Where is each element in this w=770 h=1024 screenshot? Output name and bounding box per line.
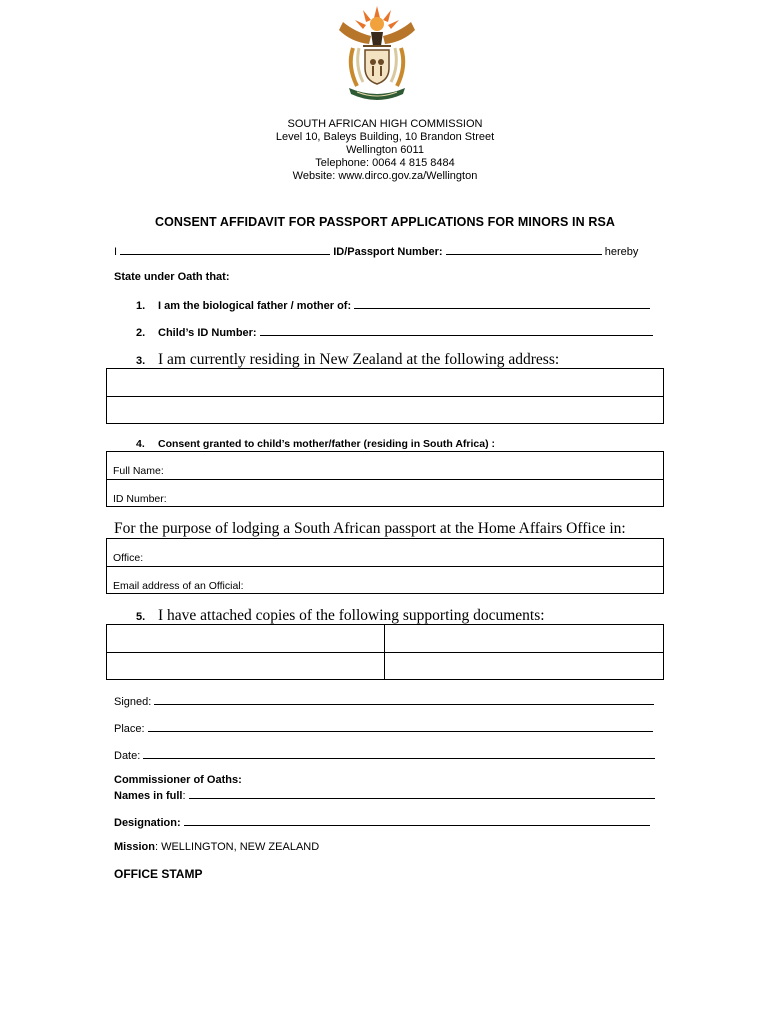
org-name: SOUTH AFRICAN HIGH COMMISSION [287,118,483,130]
signed-label: Signed: [114,696,152,708]
mission-row [114,841,319,853]
id-number-label: ID Number: [113,493,167,505]
item-3-number: 3. [136,355,146,367]
address-line-1-field[interactable] [107,369,663,395]
place-row [114,721,653,735]
form-title: CONSENT AFFIDAVIT FOR PASSPORT APPLICATIONS FOR MINORS IN RSA [154,215,616,229]
website: Website: www.dirco.gov.za/Wellington [292,170,478,182]
office-field[interactable] [150,539,662,565]
item-1-number: 1. [136,300,146,312]
office-label: Office: [113,552,144,564]
date-blank[interactable] [143,748,655,759]
item-5-label: I have attached copies of the following supporting documents: [158,607,545,624]
intro-i: I [114,246,118,258]
address-line-1: Level 10, Baleys Building, 10 Brandon Street [275,131,495,143]
place-blank[interactable] [148,721,653,732]
coat-of-arms-emblem [333,2,421,108]
document-field-2[interactable] [386,625,662,651]
signed-blank[interactable] [154,694,654,705]
purpose-text: For the purpose of lodging a South African passport at the Home Affairs Office in: [114,520,626,537]
item-1 [136,298,650,312]
date-row [114,748,655,762]
item-4 [136,438,495,450]
item-2-number: 2. [136,327,146,339]
item-3-label: I am currently residing in New Zealand at the following address: [158,351,560,368]
mission-label: Mission [114,841,155,853]
office-stamp-label: OFFICE STAMP [114,867,203,881]
item-1-label: I am the biological father / mother of: [158,300,352,312]
names-colon: : [182,790,186,802]
intro-line [114,244,638,258]
state-under-oath: State under Oath that: [114,271,230,283]
item-2 [136,325,653,339]
full-name-label: Full Name: [113,465,164,477]
child-name-blank[interactable] [354,298,650,309]
commissioner-label: Commissioner of Oaths: [114,774,242,786]
child-id-blank[interactable] [260,325,653,336]
item-4-label: Consent granted to child’s mother/father (residing in South Africa) : [158,438,495,450]
item-3 [136,351,559,369]
email-label: Email address of an Official: [113,580,244,592]
id-number-field[interactable] [172,480,662,506]
item-4-number: 4. [136,438,145,450]
item-5-number: 5. [136,611,146,623]
item-5 [136,607,545,625]
designation-row [114,815,650,829]
document-field-4[interactable] [386,653,662,679]
id-passport-label: ID/Passport Number: [333,246,443,258]
designation-label: Designation: [114,817,181,829]
item-2-label: Child’s ID Number: [158,327,257,339]
hereby-text: hereby [604,246,639,258]
document-field-1[interactable] [107,625,383,651]
names-label: Names in full [114,790,183,802]
id-passport-blank[interactable] [446,244,602,255]
name-blank[interactable] [120,244,330,255]
email-field[interactable] [260,567,662,593]
mission-value: : WELLINGTON, NEW ZEALAND [154,841,320,853]
full-name-field[interactable] [170,452,662,478]
address-line-2-field[interactable] [107,397,663,423]
address-line-2: Wellington 6011 [346,144,424,156]
documents-box-vdivider [384,624,385,680]
document-field-3[interactable] [107,653,383,679]
signed-row [114,694,654,708]
date-label: Date: [114,750,141,762]
telephone: Telephone: 0064 4 815 8484 [315,157,455,169]
place-label: Place: [114,723,145,735]
names-row [114,788,655,802]
designation-blank[interactable] [184,815,650,826]
names-blank[interactable] [189,788,655,799]
